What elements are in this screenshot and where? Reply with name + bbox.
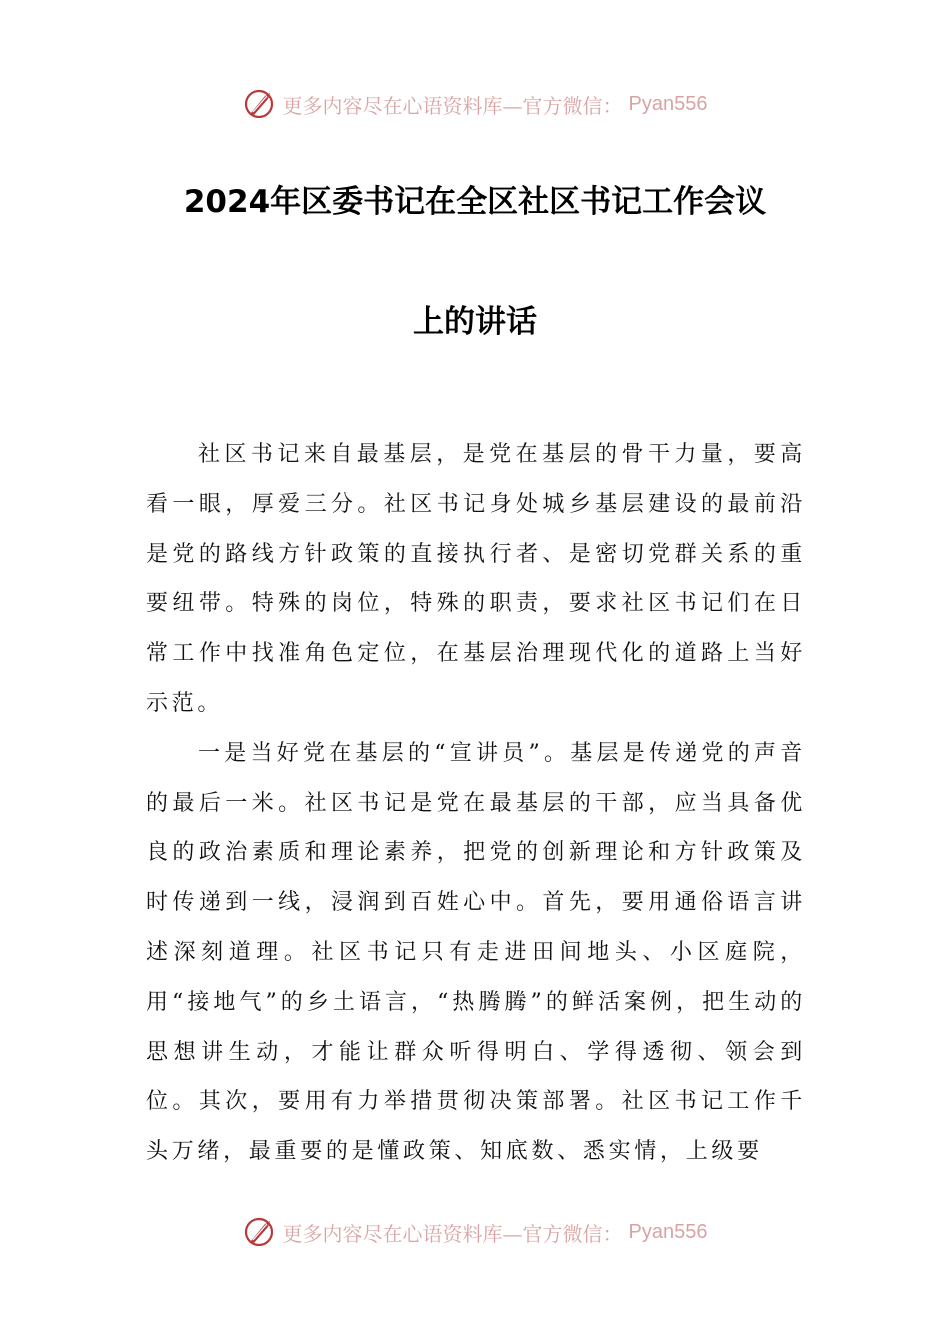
header-promo-text: 更多内容尽在心语资料库—官方微信： [282,93,623,118]
document-title-line-1: 2024年区委书记在全区社区书记工作会议 [183,184,767,220]
pen-nib-logo-icon [243,1215,277,1249]
paragraph-point-one: 一是当好党在基层的“宣讲员”。基层是传递党的声音的最后一米。社区书记是党在最基层的干部，应当具备优良的政治素质和理论素养，把党的创新理论和方针政策及时传递到一线，浸润到百姓心中。首先，要用通俗语言讲述深刻道理。社区书记只有走进田间地头、小区庭院，用“接地气”的乡土语言，“热腾腾”的鲜活案例，把生动的思想讲生动，才能让群众听得明白、学得透彻、领会到位。其次，要用有力举措贯彻决策部署。社区书记工作千头万绪，最重要的是懂政策、知底数、悉实情，上级要 [146,740,806,1165]
document-title-line-2: 上的讲话 [413,304,537,340]
document-body [146,430,806,1177]
header-wechat-id: Pyan556 [628,92,708,115]
footer-banner [0,1212,950,1252]
footer-promo-text: 更多内容尽在心语资料库—官方微信： [282,1221,623,1246]
header-banner [0,84,950,124]
paragraph-intro: 社区书记来自最基层，是党在基层的骨干力量，要高看一眼，厚爱三分。社区书记身处城乡基层建设的最前沿是党的路线方针政策的直接执行者、是密切党群关系的重要纽带。特殊的岗位，特殊的职责，要求社区书记们在日常工作中找准角色定位，在基层治理现代化的道路上当好示范。 [146,442,806,716]
pen-nib-logo-icon [243,87,277,121]
footer-wechat-id: Pyan556 [628,1220,708,1243]
